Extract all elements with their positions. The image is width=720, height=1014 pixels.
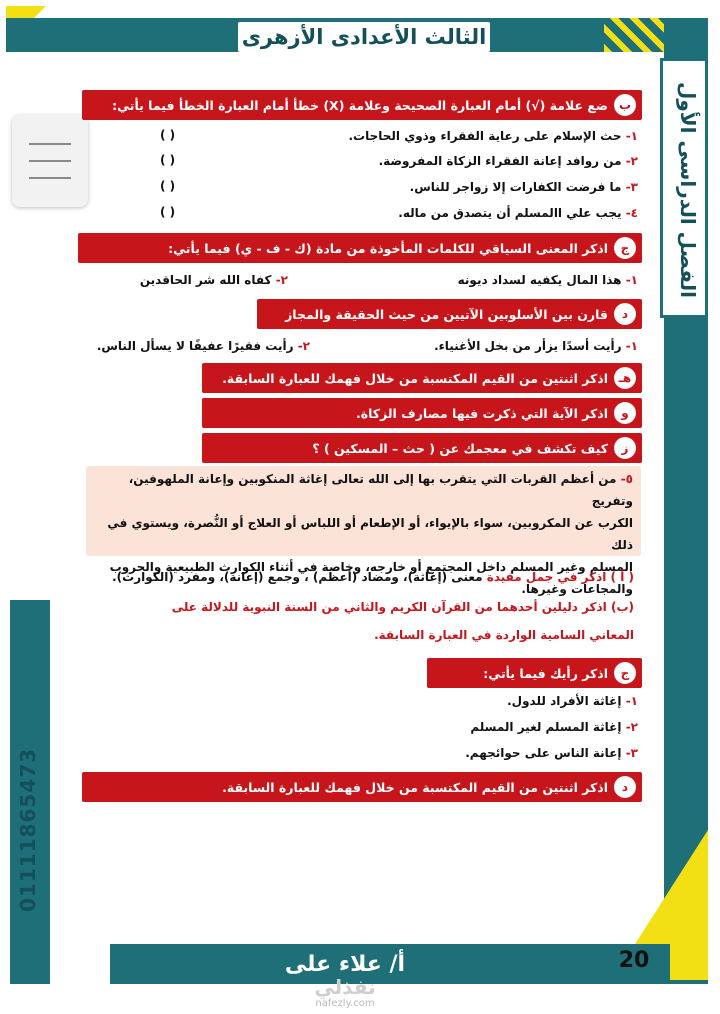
section-d-header: [257, 299, 642, 329]
section-b-header: [82, 90, 642, 120]
section-instruction: كيف تكشف في معجمك عن ( حث – المسكين ) ؟: [312, 440, 608, 456]
section-z-header: [202, 433, 642, 463]
section-instruction: اذكر الآية التي ذكرت فيها مصارف الزكاة.: [355, 405, 608, 421]
section-badge: د: [614, 303, 636, 325]
list-item: ٢- إغاثة المسلم لغير المسلم: [470, 720, 638, 734]
section-instruction: اذكر اثنتين من القيم المكتسبة من خلال فهمك للعبارة السابقة.: [222, 370, 608, 386]
page-number: 20: [618, 948, 650, 973]
menu-icon-line: [29, 177, 71, 179]
list-item: ٤- يجب علي االمسلم أن يتصدق من ماله.: [398, 206, 638, 220]
list-item: ١- حث الإسلام على رعاية الفقراء وذوي الحاجات.: [348, 129, 638, 143]
section-badge: ج: [614, 662, 636, 684]
list-item: ١- رأيت أسدًا يزأر من بخل الأغنياء.: [434, 339, 638, 353]
list-item: ٢- كفاه الله شر الحاقدين: [139, 273, 288, 287]
question-b-line: المعاني السامية الواردة في العبارة السابقة.: [374, 628, 634, 642]
section-q5-d-header: [82, 772, 642, 802]
section-instruction: قارن بين الأسلوبين الآتيين من حيث الحقيقة والمجاز: [285, 306, 608, 322]
question-a: ( أ ) اذكر في جمل مفيدة معنى (إغاثة)، ومضاد (أعظم) ، وجمع (إعانة)، ومفرد (الكوارث).: [112, 570, 634, 584]
watermark: [305, 976, 385, 1010]
section-badge: ب: [614, 94, 636, 116]
passage-line: والمجاعات وغيرها.: [521, 582, 633, 596]
menu-icon-line: [29, 143, 71, 145]
watermark-site: nafezly.com: [315, 998, 375, 1009]
menu-icon-line: [29, 160, 71, 162]
section-badge: و: [614, 402, 636, 424]
watermark-logo: نفذلي: [314, 975, 376, 999]
phone-number: 01111865473: [16, 747, 40, 913]
section-h-header: [202, 363, 642, 393]
section-instruction: ضع علامة (√) أمام العبارة الصحيحة وعلامة (X) خطأ أمام العبارة الخطأ فيما يأتي:: [112, 97, 608, 113]
section-badge: ج: [614, 237, 636, 259]
passage-line: ٥- من أعظم القربات التي يتقرب بها إلى الله تعالى إغاثة المنكوبين وإعانة الملهوفين، وتفريج: [128, 472, 633, 508]
section-instruction: اذكر المعنى السياقي للكلمات المأخوذة من مادة (ك - ف - ي) فيما يأتي:: [168, 240, 608, 256]
section-instruction: اذكر اثنتين من القيم المكتسبة من خلال فهمك للعبارة السابقة.: [222, 779, 608, 795]
section-badge: هـ: [614, 367, 636, 389]
answer-blank[interactable]: ( ): [160, 128, 176, 142]
section-j-header: [78, 233, 642, 263]
list-item: ٢- من روافد إعانة الفقراء الزكاة المفروضة.: [378, 154, 638, 168]
passage-line: المسلم وغير المسلم داخل المجتمع أو خارجه، وخاصة في أثناء الكوارث الطبيعية والحروب: [109, 560, 633, 574]
section-instruction: اذكر رأيك فيما يأتي:: [483, 665, 608, 681]
answer-blank[interactable]: ( ): [160, 153, 176, 167]
header-stripes: [604, 18, 664, 52]
menu-button[interactable]: [12, 115, 88, 207]
question-b-line: (ب) اذكر دليلين أحدهما من القرآن الكريم والثاني من السنة النبوية للدلالة على: [171, 600, 634, 614]
section-badge: د: [614, 776, 636, 798]
passage-line: الكرب عن المكروبين، سواء بالإيواء، أو الإطعام أو اللباس أو العلاج أو النُّصرة، ويستوي في ذلك: [107, 516, 633, 552]
page-title: الثالث الأعدادى الأزهرى: [238, 22, 490, 52]
list-item: ٢- رأيت فقيرًا عفيفًا لا يسأل الناس.: [96, 339, 310, 353]
section-q5-j-header: [427, 658, 642, 688]
list-item: ١- هذا المال يكفيه لسداد ديونه: [457, 273, 638, 287]
answer-blank[interactable]: ( ): [160, 205, 176, 219]
list-item: ٣- ما فرضت الكفارات إلا زواجر للناس.: [409, 180, 638, 194]
side-tab-label: الفصل الدراسى الأول: [676, 82, 700, 298]
teacher-name: أ/ علاء على: [284, 952, 406, 977]
list-item: ٣- إعانة الناس على حوائجهم.: [465, 746, 638, 760]
section-w-header: [202, 398, 642, 428]
answer-blank[interactable]: ( ): [160, 179, 176, 193]
list-item: ١- إغاثة الأفراد للدول.: [507, 694, 638, 708]
section-badge: ز: [614, 437, 636, 459]
